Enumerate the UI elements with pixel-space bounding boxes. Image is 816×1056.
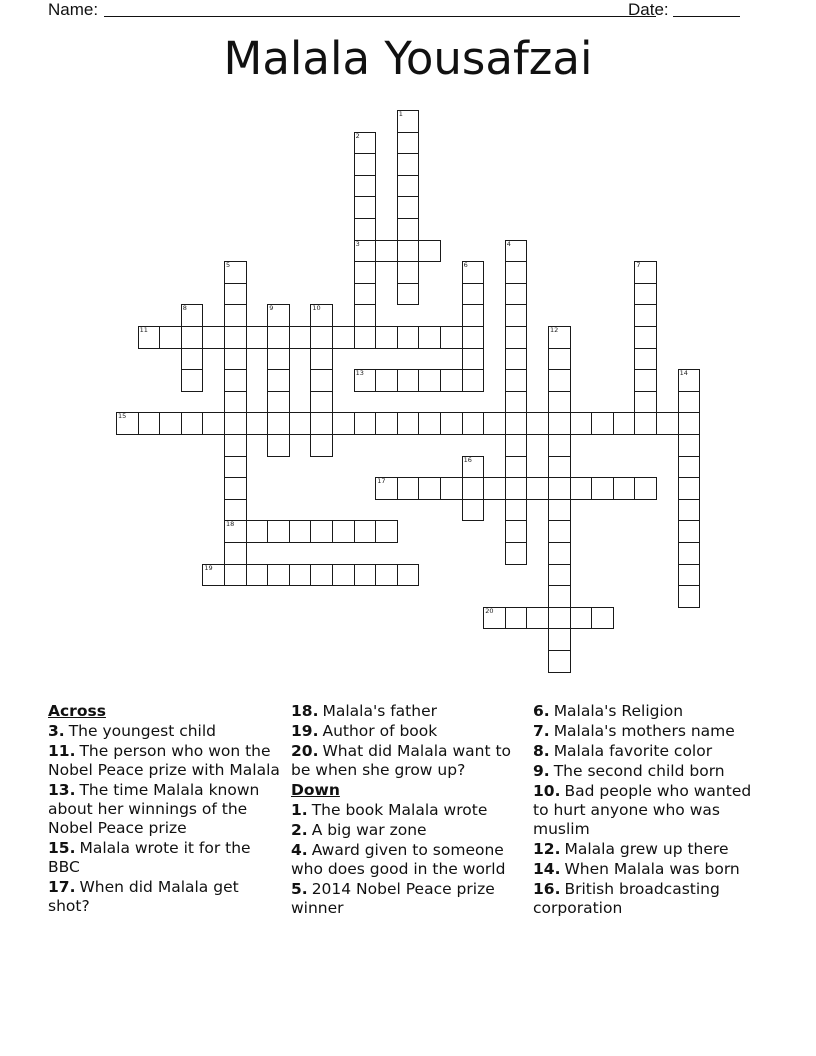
grid-cell[interactable]	[159, 412, 182, 435]
grid-cell[interactable]	[397, 240, 420, 263]
grid-cell[interactable]	[310, 564, 333, 587]
clue-number: 13	[355, 369, 364, 378]
grid-cell[interactable]	[656, 412, 679, 435]
grid-cell[interactable]	[462, 412, 485, 435]
grid-cell[interactable]	[505, 542, 528, 565]
grid-cell[interactable]	[397, 326, 420, 349]
grid-cell[interactable]	[138, 326, 161, 349]
grid-cell[interactable]	[310, 412, 333, 435]
clue-down-8: 8. Malala favorite color	[533, 742, 713, 760]
worksheet-header	[48, 0, 768, 20]
clue-across-3: 3. The youngest child	[48, 722, 216, 740]
clue-down-1: 1. The book Malala wrote	[291, 801, 488, 819]
grid-cell[interactable]	[678, 412, 701, 435]
grid-cell[interactable]	[397, 153, 420, 176]
grid-cell[interactable]	[570, 607, 593, 630]
grid-cell[interactable]	[116, 412, 139, 435]
clue-column-3	[533, 702, 769, 919]
grid-cell[interactable]	[397, 369, 420, 392]
grid-cell[interactable]	[310, 369, 333, 392]
grid-cell[interactable]	[224, 261, 247, 284]
grid-cell[interactable]	[462, 283, 485, 306]
grid-cell[interactable]	[678, 369, 701, 392]
grid-cell[interactable]	[224, 391, 247, 414]
grid-cell[interactable]	[181, 369, 204, 392]
clue-number: 20	[485, 606, 494, 615]
grid-cell[interactable]	[397, 175, 420, 198]
grid-cell[interactable]	[462, 261, 485, 284]
grid-cell[interactable]	[678, 499, 701, 522]
grid-cell[interactable]	[505, 261, 528, 284]
grid-cell[interactable]	[418, 240, 441, 263]
grid-cell[interactable]	[548, 412, 571, 435]
grid-cell[interactable]	[267, 348, 290, 371]
clue-across-20: 20. What did Malala want to be when she grow up?	[291, 742, 512, 779]
clue-number: 6	[463, 261, 468, 270]
grid-cell[interactable]	[354, 175, 377, 198]
grid-cell[interactable]	[548, 477, 571, 500]
grid-cell[interactable]	[224, 477, 247, 500]
grid-cell[interactable]	[397, 261, 420, 284]
grid-cell[interactable]	[354, 196, 377, 219]
grid-cell[interactable]	[224, 520, 247, 543]
grid-cell[interactable]	[224, 434, 247, 457]
grid-cell[interactable]	[310, 348, 333, 371]
grid-cell[interactable]	[224, 283, 247, 306]
grid-cell[interactable]	[548, 607, 571, 630]
grid-cell[interactable]	[375, 369, 398, 392]
grid-cell[interactable]	[548, 326, 571, 349]
grid-cell[interactable]	[462, 369, 485, 392]
grid-cell[interactable]	[246, 564, 269, 587]
grid-cell[interactable]	[375, 412, 398, 435]
grid-cell[interactable]	[505, 369, 528, 392]
grid-cell[interactable]	[332, 412, 355, 435]
grid-cell[interactable]	[505, 607, 528, 630]
grid-cell[interactable]	[613, 477, 636, 500]
grid-cell[interactable]	[224, 499, 247, 522]
clue-across-18: 18. Malala's father	[291, 702, 437, 720]
grid-cell[interactable]	[375, 477, 398, 500]
grid-cell[interactable]	[440, 477, 463, 500]
grid-cell[interactable]	[591, 412, 614, 435]
name-field-line[interactable]	[104, 16, 656, 17]
grid-cell[interactable]	[526, 412, 549, 435]
grid-cell[interactable]	[354, 564, 377, 587]
grid-cell[interactable]	[418, 412, 441, 435]
grid-cell[interactable]	[246, 326, 269, 349]
name-label: Name:	[48, 0, 99, 19]
grid-cell[interactable]	[181, 326, 204, 349]
grid-cell[interactable]	[354, 326, 377, 349]
grid-cell[interactable]	[483, 412, 506, 435]
grid-cell[interactable]	[548, 434, 571, 457]
grid-cell[interactable]	[462, 477, 485, 500]
grid-cell[interactable]	[440, 369, 463, 392]
grid-cell[interactable]	[548, 369, 571, 392]
grid-cell[interactable]	[332, 564, 355, 587]
grid-cell[interactable]	[634, 412, 657, 435]
grid-cell[interactable]	[224, 369, 247, 392]
grid-cell[interactable]	[440, 412, 463, 435]
grid-cell[interactable]	[548, 585, 571, 608]
grid-cell[interactable]	[505, 477, 528, 500]
grid-cell[interactable]	[354, 520, 377, 543]
grid-cell[interactable]	[548, 520, 571, 543]
grid-cell[interactable]	[202, 564, 225, 587]
clue-column-1	[48, 702, 280, 917]
grid-cell[interactable]	[613, 412, 636, 435]
grid-cell[interactable]	[634, 477, 657, 500]
clue-number: 10	[312, 304, 321, 313]
grid-cell[interactable]	[332, 520, 355, 543]
grid-cell[interactable]	[505, 326, 528, 349]
puzzle-title: Malala Yousafzai	[223, 32, 593, 85]
grid-cell[interactable]	[181, 412, 204, 435]
grid-cell[interactable]	[505, 434, 528, 457]
clue-down-2: 2. A big war zone	[291, 821, 427, 839]
grid-cell[interactable]	[354, 132, 377, 155]
grid-cell[interactable]	[224, 348, 247, 371]
grid-cell[interactable]	[462, 456, 485, 479]
grid-cell[interactable]	[483, 477, 506, 500]
grid-cell[interactable]	[570, 412, 593, 435]
clue-number: 4	[506, 239, 511, 248]
grid-cell[interactable]	[397, 218, 420, 241]
grid-cell[interactable]	[570, 477, 593, 500]
grid-cell[interactable]	[526, 477, 549, 500]
grid-cell[interactable]	[354, 261, 377, 284]
grid-cell[interactable]	[678, 391, 701, 414]
grid-cell[interactable]	[634, 283, 657, 306]
grid-cell[interactable]	[440, 326, 463, 349]
grid-cell[interactable]	[354, 153, 377, 176]
grid-cell[interactable]	[310, 326, 333, 349]
grid-cell[interactable]	[483, 607, 506, 630]
clue-column-2	[291, 702, 519, 919]
clue-number: 3	[355, 239, 360, 248]
grid-cell[interactable]	[267, 391, 290, 414]
grid-cell[interactable]	[634, 348, 657, 371]
grid-cell[interactable]	[634, 369, 657, 392]
grid-cell[interactable]	[397, 196, 420, 219]
grid-cell[interactable]	[678, 520, 701, 543]
grid-cell[interactable]	[397, 477, 420, 500]
grid-cell[interactable]	[397, 283, 420, 306]
grid-cell[interactable]	[354, 218, 377, 241]
grid-cell[interactable]	[505, 412, 528, 435]
grid-cell[interactable]	[678, 434, 701, 457]
grid-cell[interactable]	[375, 520, 398, 543]
grid-cell[interactable]	[462, 326, 485, 349]
grid-cell[interactable]	[289, 412, 312, 435]
clue-number: 15	[118, 412, 127, 421]
clue-number: 17	[377, 477, 386, 486]
grid-cell[interactable]	[224, 304, 247, 327]
clue-number: 19	[204, 563, 213, 572]
grid-cell[interactable]	[548, 348, 571, 371]
grid-cell[interactable]	[354, 240, 377, 263]
grid-cell[interactable]	[354, 304, 377, 327]
across-heading: Across	[48, 702, 106, 720]
grid-cell[interactable]	[397, 110, 420, 133]
grid-cell[interactable]	[462, 348, 485, 371]
grid-cell[interactable]	[332, 326, 355, 349]
grid-cell[interactable]	[224, 564, 247, 587]
clue-number: 5	[226, 261, 231, 270]
clue-number: 9	[269, 304, 274, 313]
clue-down-14: 14. When Malala was born	[533, 860, 740, 878]
grid-cell[interactable]	[397, 564, 420, 587]
clue-across-13: 13. The time Malala known about her winnings of the Nobel Peace prize	[48, 781, 260, 837]
grid-cell[interactable]	[634, 326, 657, 349]
grid-cell[interactable]	[397, 412, 420, 435]
grid-cell[interactable]	[354, 283, 377, 306]
grid-cell[interactable]	[310, 391, 333, 414]
grid-cell[interactable]	[310, 304, 333, 327]
grid-cell[interactable]	[289, 564, 312, 587]
grid-cell[interactable]	[267, 564, 290, 587]
grid-cell[interactable]	[548, 456, 571, 479]
clue-down-5: 5. 2014 Nobel Peace prize winner	[291, 880, 495, 917]
grid-cell[interactable]	[289, 326, 312, 349]
clue-number: 2	[355, 131, 360, 140]
grid-cell[interactable]	[224, 412, 247, 435]
grid-cell[interactable]	[634, 391, 657, 414]
clue-down-12: 12. Malala grew up there	[533, 840, 729, 858]
grid-cell[interactable]	[418, 326, 441, 349]
date-label: Date:	[628, 0, 669, 19]
clue-down-10: 10. Bad people who wanted to hurt anyone who was muslim	[533, 782, 752, 838]
grid-cell[interactable]	[267, 520, 290, 543]
grid-cell[interactable]	[678, 585, 701, 608]
grid-cell[interactable]	[138, 412, 161, 435]
grid-cell[interactable]	[354, 412, 377, 435]
grid-cell[interactable]	[181, 348, 204, 371]
grid-cell[interactable]	[181, 304, 204, 327]
clue-across-15: 15. Malala wrote it for the BBC	[48, 839, 251, 876]
grid-cell[interactable]	[505, 304, 528, 327]
grid-cell[interactable]	[634, 261, 657, 284]
clue-number: 7	[636, 261, 641, 270]
clue-number: 12	[550, 326, 559, 334]
grid-cell[interactable]	[548, 650, 571, 673]
grid-cell[interactable]	[418, 369, 441, 392]
clue-across-19: 19. Author of book	[291, 722, 438, 740]
clue-across-17: 17. When did Malala get shot?	[48, 878, 239, 915]
grid-cell[interactable]	[462, 499, 485, 522]
clue-down-6: 6. Malala's Religion	[533, 702, 684, 720]
down-heading: Down	[291, 781, 340, 799]
grid-cell[interactable]	[310, 520, 333, 543]
grid-cell[interactable]	[548, 564, 571, 587]
grid-cell[interactable]	[505, 499, 528, 522]
grid-cell[interactable]	[505, 456, 528, 479]
grid-cell[interactable]	[505, 391, 528, 414]
grid-cell[interactable]	[678, 456, 701, 479]
clue-down-16: 16. British broadcasting corporation	[533, 880, 720, 917]
grid-cell[interactable]	[310, 434, 333, 457]
grid-cell[interactable]	[678, 542, 701, 565]
clue-down-7: 7. Malala's mothers name	[533, 722, 735, 740]
grid-cell[interactable]	[505, 520, 528, 543]
grid-cell[interactable]	[418, 477, 441, 500]
grid-cell[interactable]	[505, 283, 528, 306]
grid-cell[interactable]	[462, 304, 485, 327]
grid-cell[interactable]	[505, 348, 528, 371]
grid-cell[interactable]	[505, 240, 528, 263]
grid-cell[interactable]	[375, 564, 398, 587]
grid-cell[interactable]	[246, 520, 269, 543]
clue-down-9: 9. The second child born	[533, 762, 725, 780]
grid-cell[interactable]	[246, 412, 269, 435]
clue-number: 1	[398, 110, 403, 118]
grid-cell[interactable]	[678, 477, 701, 500]
clue-down-4: 4. Award given to someone who does good in the world	[291, 841, 506, 878]
grid-cell[interactable]	[224, 456, 247, 479]
grid-cell[interactable]	[159, 326, 182, 349]
grid-cell[interactable]	[548, 542, 571, 565]
grid-cell[interactable]	[354, 369, 377, 392]
grid-cell[interactable]	[375, 326, 398, 349]
grid-cell[interactable]	[224, 326, 247, 349]
grid-cell[interactable]	[591, 477, 614, 500]
grid-cell[interactable]	[267, 412, 290, 435]
grid-cell[interactable]	[397, 132, 420, 155]
grid-cell[interactable]	[548, 628, 571, 651]
grid-cell[interactable]	[224, 542, 247, 565]
clue-number: 8	[182, 304, 187, 313]
grid-cell[interactable]	[548, 391, 571, 414]
grid-cell[interactable]	[526, 607, 549, 630]
grid-cell[interactable]	[267, 304, 290, 327]
grid-cell[interactable]	[202, 412, 225, 435]
clue-number: 11	[139, 326, 148, 334]
grid-cell[interactable]	[548, 499, 571, 522]
grid-cell[interactable]	[267, 369, 290, 392]
clue-number: 18	[226, 520, 235, 529]
grid-cell[interactable]	[267, 326, 290, 349]
grid-cell[interactable]	[289, 520, 312, 543]
clue-across-11: 11. The person who won the Nobel Peace prize with Malala	[48, 742, 280, 779]
grid-cell[interactable]	[375, 240, 398, 263]
grid-cell[interactable]	[202, 326, 225, 349]
grid-cell[interactable]	[678, 564, 701, 587]
clue-number: 14	[679, 369, 688, 378]
grid-cell[interactable]	[634, 304, 657, 327]
grid-cell[interactable]	[267, 434, 290, 457]
grid-cell[interactable]	[591, 607, 614, 630]
clue-number: 16	[463, 455, 472, 464]
date-field-line[interactable]	[673, 16, 740, 17]
